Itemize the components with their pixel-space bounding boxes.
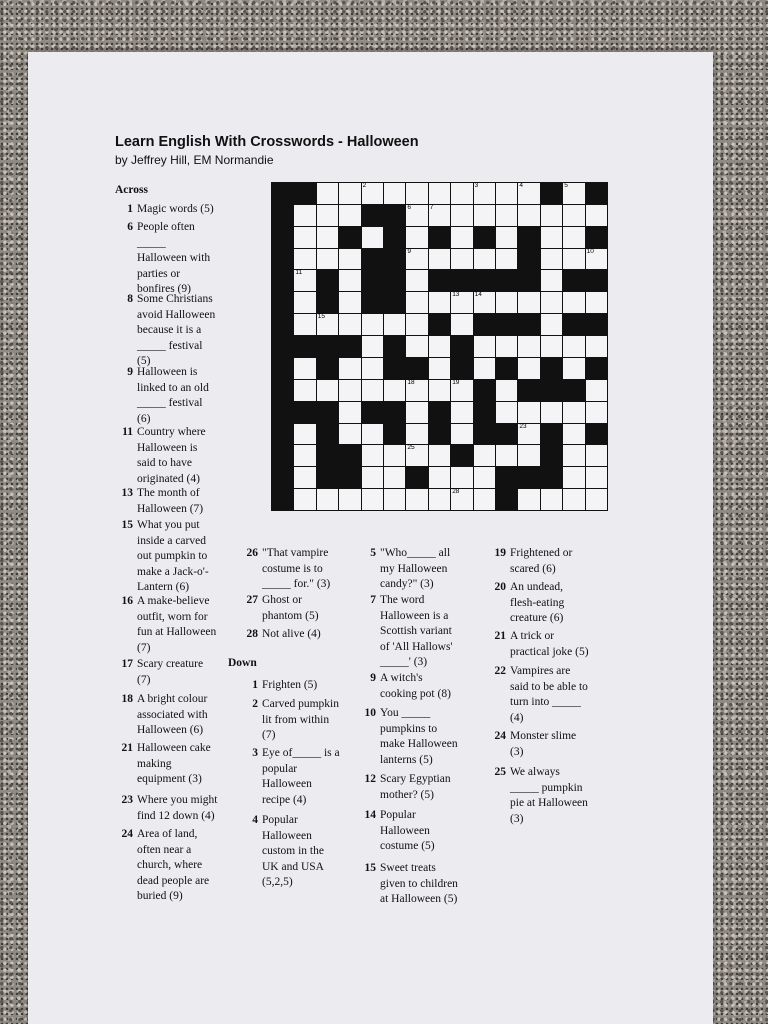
grid-cell[interactable]: [451, 467, 472, 488]
grid-block: [541, 380, 562, 401]
grid-block: [586, 183, 607, 204]
grid-cell[interactable]: [317, 314, 338, 335]
cell-number: 4: [519, 182, 524, 189]
grid-cell[interactable]: [429, 292, 450, 313]
grid-cell[interactable]: [451, 227, 472, 248]
across-clue: 28 Not alive (4): [246, 628, 321, 640]
down-clue: 21 A trick or practical joke (5): [494, 630, 589, 658]
grid-cell[interactable]: [541, 336, 562, 357]
grid-block: [362, 270, 383, 291]
grid-block: [496, 314, 517, 335]
grid-cell[interactable]: [563, 489, 584, 510]
grid-cell[interactable]: [541, 249, 562, 270]
grid-cell[interactable]: [339, 424, 360, 445]
grid-block: [272, 424, 293, 445]
grid-block: [518, 380, 539, 401]
cell-number: 18: [407, 378, 415, 386]
grid-block: [518, 314, 539, 335]
grid-block: [384, 402, 405, 423]
crossword-grid: [271, 182, 608, 511]
grid-block: [541, 358, 562, 379]
grid-block: [272, 489, 293, 510]
across-clue: 21 Halloween cake making equipment (3): [121, 742, 211, 785]
grid-cell[interactable]: [451, 380, 472, 401]
grid-cell[interactable]: [294, 358, 315, 379]
grid-block: [406, 358, 427, 379]
across-clue: 6 People often _____ Halloween with parties or bonfires (9): [127, 221, 211, 295]
grid-cell[interactable]: [518, 424, 539, 445]
across-clue: 16 A make-believe outfit, worn for fun at Halloween (7): [121, 595, 217, 654]
grid-cell[interactable]: [474, 183, 495, 204]
grid-block: [272, 358, 293, 379]
grid-block: [362, 205, 383, 226]
grid-cell[interactable]: [474, 249, 495, 270]
grid-cell[interactable]: [317, 380, 338, 401]
grid-cell[interactable]: [362, 445, 383, 466]
across-clue: 1 Magic words (5): [127, 203, 214, 215]
across-clue: 15 What you put inside a carved out pumpkin to make a Jack-o'- Lantern (6): [121, 519, 209, 593]
grid-block: [518, 467, 539, 488]
grid-cell[interactable]: [294, 270, 315, 291]
cell-number: 10: [586, 247, 594, 255]
grid-cell[interactable]: [406, 227, 427, 248]
grid-block: [317, 402, 338, 423]
grid-cell[interactable]: [541, 205, 562, 226]
grid-block: [474, 402, 495, 423]
grid-cell[interactable]: [317, 489, 338, 510]
grid-cell[interactable]: [294, 292, 315, 313]
grid-cell[interactable]: [384, 467, 405, 488]
grid-block: [317, 467, 338, 488]
grid-cell[interactable]: [496, 183, 517, 204]
grid-cell[interactable]: [384, 314, 405, 335]
grid-cell[interactable]: [362, 380, 383, 401]
grid-cell[interactable]: [406, 205, 427, 226]
grid-block: [317, 292, 338, 313]
grid-cell[interactable]: [406, 270, 427, 291]
grid-block: [272, 380, 293, 401]
grid-cell[interactable]: [406, 249, 427, 270]
down-clue: 7 The word Halloween is a Scottish variant of 'All Hallows' _____' (3): [370, 594, 453, 668]
grid-block: [586, 227, 607, 248]
grid-block: [362, 292, 383, 313]
grid-block: [541, 445, 562, 466]
down-clue: 10 You _____ pumpkins to make Halloween lanterns (5): [364, 707, 458, 766]
cell-number: 28: [452, 488, 460, 496]
grid-cell[interactable]: [294, 314, 315, 335]
cell-number: 19: [452, 378, 460, 386]
across-clue: 17 Scary creature (7): [121, 658, 204, 686]
grid-block: [272, 205, 293, 226]
grid-cell[interactable]: [429, 445, 450, 466]
grid-block: [474, 424, 495, 445]
down-heading: Down: [228, 657, 257, 669]
grid-cell[interactable]: [429, 380, 450, 401]
across-clue: 8 Some Christians avoid Halloween because it is a _____ festival (5): [127, 293, 216, 367]
grid-block: [272, 183, 293, 204]
grid-cell[interactable]: [586, 402, 607, 423]
grid-cell[interactable]: [294, 227, 315, 248]
grid-cell[interactable]: [339, 249, 360, 270]
cell-number: 25: [407, 444, 415, 452]
grid-cell[interactable]: [406, 380, 427, 401]
grid-block: [563, 314, 584, 335]
grid-block: [586, 314, 607, 335]
grid-cell[interactable]: [429, 467, 450, 488]
grid-cell[interactable]: [362, 489, 383, 510]
grid-cell[interactable]: [429, 205, 450, 226]
grid-cell[interactable]: [429, 183, 450, 204]
grid-block: [451, 336, 472, 357]
grid-block: [518, 270, 539, 291]
grid-cell[interactable]: [451, 424, 472, 445]
grid-cell[interactable]: [586, 292, 607, 313]
grid-cell[interactable]: [518, 489, 539, 510]
grid-cell[interactable]: [563, 205, 584, 226]
grid-cell[interactable]: [474, 358, 495, 379]
grid-cell[interactable]: [339, 205, 360, 226]
grid-block: [384, 205, 405, 226]
grid-cell[interactable]: [294, 380, 315, 401]
cell-number: 11: [295, 269, 303, 277]
down-clue: 1 Frighten (5): [252, 679, 318, 691]
grid-cell[interactable]: [586, 205, 607, 226]
grid-cell[interactable]: [474, 205, 495, 226]
grid-block: [541, 424, 562, 445]
grid-cell[interactable]: [586, 489, 607, 510]
grid-cell[interactable]: [518, 445, 539, 466]
cell-number: 13: [452, 291, 460, 299]
grid-cell[interactable]: [339, 402, 360, 423]
grid-block: [339, 445, 360, 466]
grid-block: [384, 292, 405, 313]
cell-number: 6: [407, 203, 412, 211]
down-clue: 9 A witch's cooking pot (8): [370, 672, 451, 700]
grid-block: [586, 270, 607, 291]
grid-cell[interactable]: [294, 249, 315, 270]
grid-cell[interactable]: [541, 227, 562, 248]
grid-cell[interactable]: [317, 205, 338, 226]
down-clue: 12 Scary Egyptian mother? (5): [364, 773, 451, 801]
grid-block: [586, 424, 607, 445]
grid-cell[interactable]: [451, 183, 472, 204]
across-clue: 11 Country where Halloween is said to have originated (4): [122, 426, 206, 485]
grid-cell[interactable]: [474, 445, 495, 466]
grid-cell[interactable]: [474, 467, 495, 488]
grid-cell[interactable]: [518, 358, 539, 379]
across-clue: 24 Area of land, often near a church, where dead people are buried (9): [121, 828, 210, 902]
grid-cell[interactable]: [451, 489, 472, 510]
grid-cell[interactable]: [563, 336, 584, 357]
grid-cell[interactable]: [429, 489, 450, 510]
grid-cell[interactable]: [563, 445, 584, 466]
grid-cell[interactable]: [317, 227, 338, 248]
grid-cell[interactable]: [586, 445, 607, 466]
grid-block: [272, 249, 293, 270]
grid-cell[interactable]: [384, 489, 405, 510]
grid-cell[interactable]: [518, 402, 539, 423]
cell-number: 14: [474, 291, 482, 299]
grid-cell[interactable]: [496, 336, 517, 357]
grid-cell[interactable]: [339, 380, 360, 401]
down-clue: 14 Popular Halloween costume (5): [364, 809, 435, 852]
cell-number: 23: [519, 422, 527, 430]
grid-cell[interactable]: [294, 489, 315, 510]
grid-cell[interactable]: [451, 249, 472, 270]
grid-block: [294, 183, 315, 204]
grid-block: [317, 270, 338, 291]
grid-cell[interactable]: [339, 314, 360, 335]
grid-block: [474, 270, 495, 291]
down-clue: 15 Sweet treats given to children at Halloween (5): [364, 862, 458, 905]
grid-cell[interactable]: [563, 358, 584, 379]
grid-block: [272, 292, 293, 313]
grid-block: [496, 270, 517, 291]
down-clue: 4 Popular Halloween custom in the UK and USA (5,2,5): [252, 814, 324, 888]
grid-cell[interactable]: [317, 249, 338, 270]
grid-block: [317, 424, 338, 445]
across-clue: 18 A bright colour associated with Halloween (6): [121, 693, 208, 736]
grid-cell[interactable]: [518, 205, 539, 226]
grid-block: [384, 358, 405, 379]
grid-cell[interactable]: [474, 336, 495, 357]
grid-block: [541, 467, 562, 488]
grid-cell[interactable]: [496, 402, 517, 423]
grid-block: [272, 314, 293, 335]
grid-block: [294, 402, 315, 423]
grid-cell[interactable]: [429, 358, 450, 379]
down-clue: 5 "Who_____ all my Halloween candy?" (3): [370, 547, 451, 590]
grid-block: [272, 270, 293, 291]
grid-block: [339, 467, 360, 488]
grid-cell[interactable]: [474, 292, 495, 313]
grid-cell[interactable]: [294, 467, 315, 488]
grid-block: [496, 489, 517, 510]
grid-block: [518, 249, 539, 270]
grid-cell[interactable]: [451, 205, 472, 226]
grid-block: [272, 227, 293, 248]
grid-block: [451, 270, 472, 291]
grid-cell[interactable]: [362, 467, 383, 488]
grid-cell[interactable]: [586, 249, 607, 270]
grid-block: [317, 336, 338, 357]
grid-cell[interactable]: [496, 445, 517, 466]
grid-block: [474, 227, 495, 248]
grid-cell[interactable]: [586, 336, 607, 357]
grid-cell[interactable]: [541, 270, 562, 291]
grid-cell[interactable]: [317, 183, 338, 204]
grid-block: [272, 467, 293, 488]
across-clue: 23 Where you might find 12 down (4): [121, 794, 218, 822]
down-clue: 25 We always _____ pumpkin pie at Halloween (3): [494, 766, 588, 825]
down-clue: 3 Eye of_____ is a popular Halloween recipe (4): [252, 747, 340, 806]
page-subtitle: by Jeffrey Hill, EM Normandie: [115, 153, 274, 167]
grid-cell[interactable]: [541, 292, 562, 313]
grid-block: [317, 445, 338, 466]
grid-cell[interactable]: [518, 183, 539, 204]
across-heading: Across: [115, 184, 149, 196]
grid-block: [272, 336, 293, 357]
grid-block: [406, 467, 427, 488]
grid-block: [474, 314, 495, 335]
grid-block: [451, 445, 472, 466]
cell-number: 7: [429, 203, 434, 211]
grid-cell[interactable]: [586, 467, 607, 488]
grid-block: [384, 249, 405, 270]
grid-cell[interactable]: [406, 336, 427, 357]
grid-cell[interactable]: [496, 249, 517, 270]
grid-cell[interactable]: [563, 467, 584, 488]
grid-block: [339, 336, 360, 357]
grid-cell[interactable]: [541, 402, 562, 423]
grid-block: [317, 358, 338, 379]
grid-block: [294, 336, 315, 357]
grid-cell[interactable]: [563, 424, 584, 445]
grid-block: [496, 467, 517, 488]
grid-cell[interactable]: [563, 227, 584, 248]
grid-cell[interactable]: [586, 380, 607, 401]
page-title: Learn English With Crosswords - Halloween: [115, 134, 419, 150]
grid-block: [272, 445, 293, 466]
grid-block: [496, 358, 517, 379]
cell-number: 2: [362, 182, 367, 189]
grid-block: [384, 270, 405, 291]
grid-cell[interactable]: [406, 292, 427, 313]
grid-block: [429, 270, 450, 291]
grid-cell[interactable]: [496, 227, 517, 248]
grid-cell[interactable]: [362, 336, 383, 357]
grid-cell[interactable]: [563, 183, 584, 204]
down-clue: 20 An undead, flesh-eating creature (6): [494, 581, 565, 624]
grid-cell[interactable]: [429, 336, 450, 357]
grid-cell[interactable]: [541, 314, 562, 335]
grid-cell[interactable]: [339, 489, 360, 510]
grid-cell[interactable]: [384, 380, 405, 401]
across-clue: 9 Halloween is linked to an old _____ festival (6): [127, 366, 209, 425]
grid-cell[interactable]: [451, 314, 472, 335]
grid-block: [474, 380, 495, 401]
grid-block: [384, 336, 405, 357]
grid-block: [362, 249, 383, 270]
grid-cell[interactable]: [563, 402, 584, 423]
grid-block: [541, 183, 562, 204]
grid-block: [451, 358, 472, 379]
grid-cell[interactable]: [496, 205, 517, 226]
grid-cell[interactable]: [541, 489, 562, 510]
down-clue: 24 Monster slime (3): [494, 730, 577, 758]
grid-cell[interactable]: [429, 249, 450, 270]
grid-cell[interactable]: [339, 183, 360, 204]
grid-cell[interactable]: [384, 183, 405, 204]
across-clue: 27 Ghost or phantom (5): [246, 594, 319, 622]
grid-cell[interactable]: [406, 314, 427, 335]
grid-cell[interactable]: [518, 336, 539, 357]
grid-cell[interactable]: [496, 380, 517, 401]
across-clue: 26 "That vampire costume is to _____ for." (3): [246, 547, 331, 590]
grid-block: [384, 424, 405, 445]
grid-cell[interactable]: [406, 183, 427, 204]
down-clue: 22 Vampires are said to be able to turn into _____ (4): [494, 665, 588, 724]
grid-cell[interactable]: [406, 424, 427, 445]
grid-cell[interactable]: [339, 270, 360, 291]
grid-cell[interactable]: [362, 358, 383, 379]
grid-block: [563, 380, 584, 401]
across-clue: 13 The month of Halloween (7): [121, 487, 204, 515]
grid-cell[interactable]: [362, 314, 383, 335]
grid-cell[interactable]: [406, 489, 427, 510]
grid-block: [339, 227, 360, 248]
grid-block: [563, 270, 584, 291]
cell-number: 15: [317, 313, 326, 321]
grid-cell[interactable]: [518, 292, 539, 313]
grid-block: [272, 402, 293, 423]
grid-block: [362, 402, 383, 423]
grid-cell[interactable]: [339, 292, 360, 313]
grid-cell[interactable]: [294, 205, 315, 226]
grid-cell[interactable]: [406, 445, 427, 466]
down-clue: 19 Frightened or scared (6): [494, 547, 573, 575]
grid-block: [384, 227, 405, 248]
grid-cell[interactable]: [406, 402, 427, 423]
down-clue: 2 Carved pumpkin lit from within (7): [252, 698, 339, 741]
grid-cell[interactable]: [362, 183, 383, 204]
grid-block: [496, 424, 517, 445]
cell-number: 3: [474, 182, 479, 189]
grid-cell[interactable]: [362, 227, 383, 248]
cell-number: 9: [407, 247, 412, 255]
grid-block: [429, 227, 450, 248]
grid-cell[interactable]: [362, 424, 383, 445]
grid-block: [429, 402, 450, 423]
grid-cell[interactable]: [563, 292, 584, 313]
grid-cell[interactable]: [384, 445, 405, 466]
grid-cell[interactable]: [294, 445, 315, 466]
grid-cell[interactable]: [339, 358, 360, 379]
grid-cell[interactable]: [474, 489, 495, 510]
grid-cell[interactable]: [563, 249, 584, 270]
grid-cell[interactable]: [294, 424, 315, 445]
grid-block: [518, 227, 539, 248]
grid-cell[interactable]: [496, 292, 517, 313]
grid-cell[interactable]: [451, 402, 472, 423]
grid-block: [586, 358, 607, 379]
grid-cell[interactable]: [451, 292, 472, 313]
grid-block: [429, 424, 450, 445]
grid-block: [429, 314, 450, 335]
cell-number: 5: [564, 182, 568, 189]
